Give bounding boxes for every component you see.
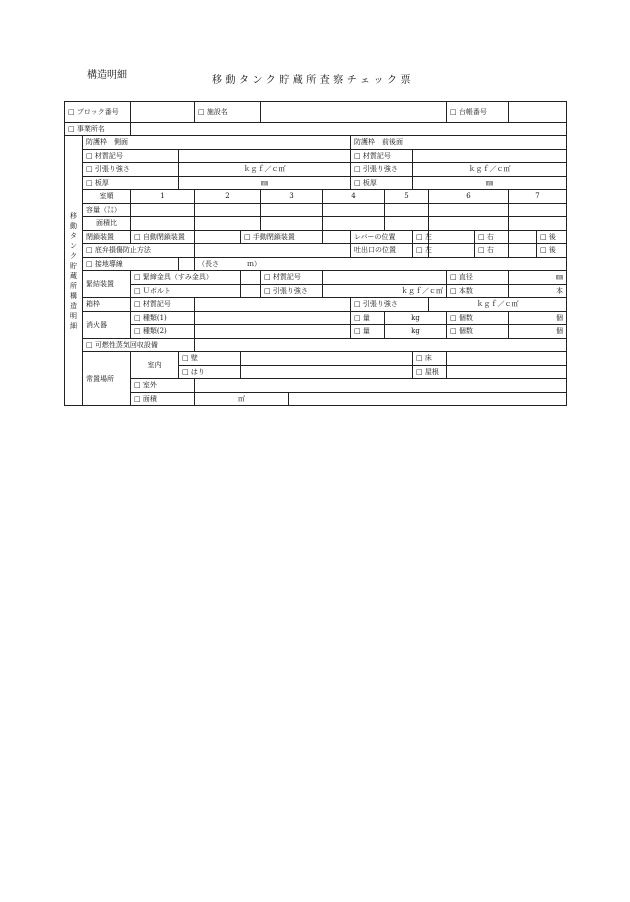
front-material-code-field[interactable] bbox=[413, 149, 567, 163]
type2-label: □ 種類(2) bbox=[131, 325, 195, 339]
lever-left-field[interactable] bbox=[429, 230, 475, 244]
u-bolt-checkbox[interactable]: □ Ｕボルト bbox=[131, 284, 241, 298]
vapor-recovery-checkbox[interactable]: □ 可燃性蒸気回収設備 bbox=[83, 338, 195, 352]
unit-kgf-cm2: ｋｇｆ／ｃ㎡ bbox=[401, 286, 444, 295]
fastening-bracket-checkbox[interactable]: □ 緊締金具（すみ金具） bbox=[131, 271, 241, 285]
guard-front-back-header: 防護枠 前後面 bbox=[351, 136, 567, 150]
parking-place-label: 常置場所 bbox=[83, 352, 131, 406]
area-ratio-cell[interactable] bbox=[385, 217, 429, 231]
count-field[interactable] bbox=[509, 284, 567, 298]
compartment-number: 4 bbox=[323, 190, 385, 204]
side-tensile-label: □ 引張り強さ bbox=[83, 163, 179, 177]
amount1-field[interactable] bbox=[385, 311, 447, 325]
inspection-form-table bbox=[64, 101, 567, 406]
closing-device-label: 閉鎖装置 bbox=[83, 230, 131, 244]
area-ratio-cell[interactable] bbox=[429, 217, 509, 231]
ledger-number-label: □ 台帳番号 bbox=[447, 102, 509, 123]
wall-checkbox[interactable]: □ 壁 bbox=[179, 352, 241, 366]
block-number-field[interactable] bbox=[131, 102, 195, 123]
unit-kgf-cm2: ｋｇｆ／ｃ㎡ bbox=[468, 165, 511, 174]
outlet-right-checkbox[interactable]: □ 右 bbox=[475, 244, 509, 258]
front-material-code-label: □ 材質記号 bbox=[351, 149, 413, 163]
compartment-number: 2 bbox=[195, 190, 261, 204]
beam-checkbox[interactable]: □ はり bbox=[179, 365, 241, 379]
manual-closing-checkbox[interactable]: □ 手動閉鎖装置 bbox=[241, 230, 323, 244]
area-ratio-label: 面積比 bbox=[83, 217, 131, 231]
facility-name-field[interactable] bbox=[261, 102, 447, 123]
business-name-field[interactable] bbox=[131, 123, 567, 136]
ground-wire-length-field[interactable] bbox=[323, 257, 567, 271]
side-material-code-label: □ 材質記号 bbox=[83, 149, 179, 163]
outlet-left-checkbox[interactable]: □ 左 bbox=[413, 244, 429, 258]
diameter-label: □ 直径 bbox=[447, 271, 509, 285]
auto-closing-field[interactable] bbox=[195, 230, 241, 244]
unit-mm: ㎜ bbox=[556, 273, 564, 282]
box-frame-label: 箱枠 bbox=[83, 298, 131, 312]
roof-field[interactable] bbox=[447, 365, 567, 379]
number1-field[interactable] bbox=[509, 311, 567, 325]
outlet-position-label: 吐出口の位置 bbox=[351, 244, 413, 258]
front-tensile-field[interactable] bbox=[413, 163, 567, 177]
amount2-label: □ 量 bbox=[351, 325, 385, 339]
side-thickness-label: □ 板厚 bbox=[83, 176, 179, 190]
unit-m2: ㎡ bbox=[238, 394, 246, 403]
side-material-code-field[interactable] bbox=[179, 149, 351, 163]
front-tensile-label: □ 引張り強さ bbox=[351, 163, 413, 177]
block-number-label: □ ブロック番号 bbox=[65, 102, 131, 123]
bottom-valve-field[interactable] bbox=[195, 244, 351, 258]
unit-mm: ㎜ bbox=[261, 178, 269, 187]
lever-right-field[interactable] bbox=[509, 230, 537, 244]
type1-field[interactable] bbox=[195, 311, 351, 325]
compartment-number: 6 bbox=[429, 190, 509, 204]
compartment-number: 3 bbox=[261, 190, 323, 204]
box-frame-material-field[interactable] bbox=[195, 298, 351, 312]
lever-position-label: レバーの位置 bbox=[351, 230, 413, 244]
amount2-field[interactable] bbox=[385, 325, 447, 339]
roof-checkbox[interactable]: □ 屋根 bbox=[413, 365, 447, 379]
capacity-cell[interactable] bbox=[429, 203, 509, 217]
side-tensile-field[interactable] bbox=[179, 163, 351, 177]
form-title: 移動タンク貯蔵所査察チェック票 bbox=[212, 75, 414, 86]
floor-checkbox[interactable]: □ 床 bbox=[413, 352, 447, 366]
outdoor-checkbox[interactable]: □ 室外 bbox=[131, 379, 195, 393]
ledger-number-field[interactable] bbox=[509, 102, 567, 123]
ground-wire-checkbox[interactable]: □ 接地導線 bbox=[83, 257, 179, 271]
unit-kgf-cm2: ｋｇｆ／ｃ㎡ bbox=[243, 165, 286, 174]
fastening-tensile-label: □ 引張り強さ bbox=[261, 284, 323, 298]
vapor-recovery-field[interactable] bbox=[195, 338, 567, 352]
capacity-cell[interactable] bbox=[261, 203, 323, 217]
u-bolt-field[interactable] bbox=[241, 284, 261, 298]
outlet-rear-checkbox[interactable]: □ 後 bbox=[537, 244, 567, 258]
compartment-number: 7 bbox=[509, 190, 567, 204]
lever-rear-checkbox[interactable]: □ 後 bbox=[537, 230, 567, 244]
facility-name-label: □ 施設名 bbox=[195, 102, 261, 123]
guard-side-header: 防護枠 側面 bbox=[83, 136, 351, 150]
compartment-label: 室順 bbox=[83, 190, 131, 204]
auto-closing-checkbox[interactable]: □ 自動閉鎖装置 bbox=[131, 230, 195, 244]
compartment-number: 1 bbox=[131, 190, 195, 204]
ground-wire-field[interactable] bbox=[179, 257, 195, 271]
capacity-cell[interactable] bbox=[131, 203, 195, 217]
floor-field[interactable] bbox=[447, 352, 567, 366]
number2-label: □ 個数 bbox=[447, 325, 509, 339]
box-frame-material-label: □ 材質記号 bbox=[131, 298, 195, 312]
manual-closing-field[interactable] bbox=[323, 230, 351, 244]
outlet-right-field[interactable] bbox=[509, 244, 537, 258]
area-ratio-cell[interactable] bbox=[131, 217, 195, 231]
capacity-cell[interactable] bbox=[509, 203, 567, 217]
type2-field[interactable] bbox=[195, 325, 351, 339]
header-left-label: 構造明細 bbox=[87, 70, 127, 81]
area-ratio-cell[interactable] bbox=[261, 217, 323, 231]
outdoor-field[interactable] bbox=[195, 379, 567, 393]
area-ratio-cell[interactable] bbox=[323, 217, 385, 231]
area-field[interactable] bbox=[195, 392, 289, 406]
vertical-section-label: 移 動 タ ン ク 貯 蔵 所 構 造 明 細 bbox=[65, 136, 83, 406]
lever-right-checkbox[interactable]: □ 右 bbox=[475, 230, 509, 244]
unit-kg: kg bbox=[411, 313, 420, 322]
unit-items: 個 bbox=[556, 327, 564, 336]
extinguisher-label: 消火器 bbox=[83, 311, 131, 338]
side-thickness-field[interactable] bbox=[179, 176, 351, 190]
unit-pieces: 本 bbox=[556, 286, 564, 295]
fastening-bracket-field[interactable] bbox=[241, 271, 261, 285]
ground-wire-length: （長さ ｍ） bbox=[195, 257, 323, 271]
capacity-cell[interactable] bbox=[195, 203, 261, 217]
beam-field[interactable] bbox=[241, 365, 413, 379]
box-frame-tensile-field[interactable] bbox=[429, 298, 567, 312]
area-ratio-cell[interactable] bbox=[509, 217, 567, 231]
fastening-device-label: 緊結装置 bbox=[83, 271, 131, 298]
capacity-label: 容量（㍑） bbox=[83, 203, 131, 217]
front-thickness-label: □ 板厚 bbox=[351, 176, 413, 190]
fastening-material-field[interactable] bbox=[323, 271, 447, 285]
wall-field[interactable] bbox=[241, 352, 413, 366]
compartment-number: 5 bbox=[385, 190, 429, 204]
lever-left-checkbox[interactable]: □ 左 bbox=[413, 230, 429, 244]
fastening-material-label: □ 材質記号 bbox=[261, 271, 323, 285]
area-blank bbox=[289, 392, 567, 406]
indoor-label: 室内 bbox=[131, 352, 179, 379]
bottom-valve-checkbox[interactable]: □ 底弁損傷防止方法 bbox=[83, 244, 195, 258]
capacity-cell[interactable] bbox=[323, 203, 385, 217]
business-name-label: □ 事業所名 bbox=[65, 123, 131, 136]
unit-kgf-cm2: ｋｇｆ／ｃ㎡ bbox=[476, 300, 519, 309]
front-thickness-field[interactable] bbox=[413, 176, 567, 190]
number2-field[interactable] bbox=[509, 325, 567, 339]
unit-items: 個 bbox=[556, 313, 564, 322]
type1-label: □ 種類(1) bbox=[131, 311, 195, 325]
outlet-left-field[interactable] bbox=[429, 244, 475, 258]
unit-kg: kg bbox=[411, 327, 420, 336]
unit-mm: ㎜ bbox=[486, 178, 494, 187]
number1-label: □ 個数 bbox=[447, 311, 509, 325]
area-label: □ 面積 bbox=[131, 392, 195, 406]
area-ratio-cell[interactable] bbox=[195, 217, 261, 231]
diameter-field[interactable] bbox=[509, 271, 567, 285]
amount1-label: □ 量 bbox=[351, 311, 385, 325]
count-label: □ 本数 bbox=[447, 284, 509, 298]
box-frame-tensile-label: □ 引張り強さ bbox=[351, 298, 429, 312]
fastening-tensile-field[interactable] bbox=[323, 284, 447, 298]
capacity-cell[interactable] bbox=[385, 203, 429, 217]
